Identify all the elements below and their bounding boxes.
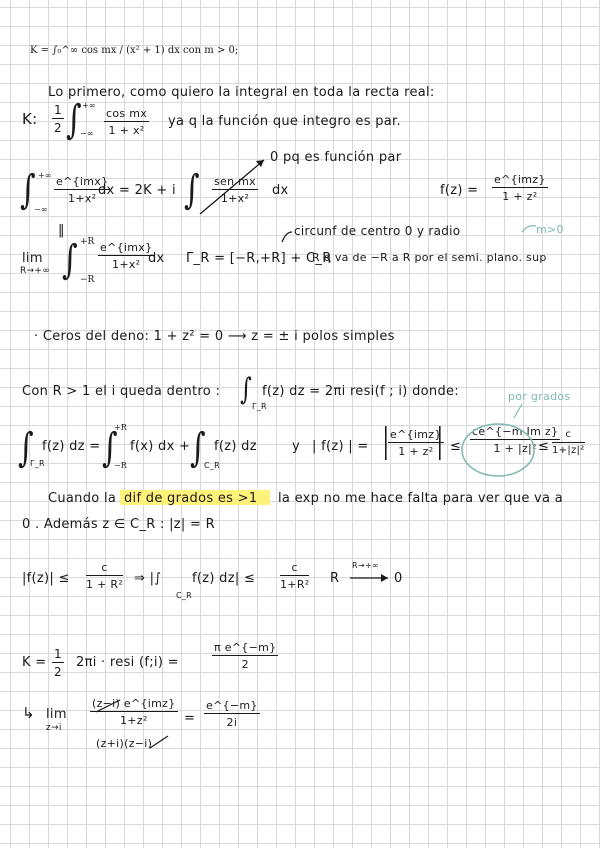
sen-num: sen mx — [214, 175, 256, 188]
bound-zero: 0 — [394, 571, 403, 586]
degree-text-c: 0 . Además z ∈ C_R : |z| = R — [22, 517, 215, 532]
bound-den: 1 + R² — [86, 578, 124, 591]
gamma-sub: Γ_R — [252, 402, 267, 411]
bound-num: c — [86, 562, 123, 576]
c-bound-num: ce^{−m Im z} — [472, 425, 559, 438]
bound-fz: f(z) dz| ≤ — [192, 571, 256, 586]
bound-r: R — [330, 571, 340, 586]
k-half-num: 1 — [54, 647, 62, 661]
circ-note: circunf de centro 0 y radio — [294, 224, 461, 238]
lim2-res-num: e^{−m} — [206, 699, 258, 712]
even-annotation: 0 pq es función par — [270, 150, 402, 165]
int7-lower: −R — [114, 461, 127, 470]
lim-sub: R→+∞ — [20, 266, 51, 276]
limit-arrow-head — [381, 574, 388, 582]
abs-bar-right: | — [434, 421, 446, 461]
implies-int: ⇒ |∫ — [134, 571, 162, 586]
circ-hook — [282, 232, 292, 242]
f-num: e^{imz} — [494, 173, 546, 186]
k-result-mid: 2πi · resi (f;i) = — [76, 655, 179, 670]
int3-lower: −∞ — [34, 205, 48, 214]
header-formula: K = ∫₀^∞ cos mx / (x² + 1) dx con m > 0; — [30, 45, 239, 56]
k-result-label: K = — [22, 655, 47, 670]
hook-arrow: ↳ — [22, 704, 35, 722]
int7-upper: +R — [114, 423, 127, 432]
degree-text-a: Cuando la — [48, 491, 117, 506]
integrand-num: cos mx — [106, 107, 148, 120]
int4-upper: +R — [80, 237, 95, 247]
int3-upper: +∞ — [38, 171, 52, 180]
integral-sign: ∫ — [66, 97, 82, 143]
teal-circle — [462, 424, 534, 476]
leq-2: ≤ — [538, 439, 550, 454]
k-result-den: 2 — [241, 658, 249, 671]
f-label: f(z) = — [440, 183, 479, 198]
lim2-label: lim — [46, 707, 67, 722]
f-den: 1 + z² — [502, 190, 538, 203]
k-label: K: — [22, 110, 38, 128]
int-upper: +∞ — [82, 101, 96, 110]
cr-sub-9: C_R — [176, 591, 193, 600]
abs-num: e^{imz} — [390, 428, 442, 441]
even-note: ya q la función que integro es par. — [168, 114, 401, 129]
decomp-mid2: f(z) dz — [214, 439, 257, 454]
arrow-label: R→+∞ — [352, 561, 379, 570]
degree-text-b: la exp no me hace falta para ver que va a — [278, 491, 564, 506]
degree-highlight: dif de grados es >1 — [124, 491, 258, 506]
c-bound-den: 1 + |z|² — [493, 442, 537, 455]
abs-den: 1 + z² — [398, 445, 434, 458]
integral-sign-6: ∫ — [240, 372, 252, 407]
equals-vertical: ‖ — [58, 223, 65, 238]
residue-intro: Con R > 1 el i queda dentro : — [22, 384, 221, 399]
decomp-mid1: f(x) dx + — [130, 439, 191, 454]
bound2-num: c — [280, 562, 309, 576]
intro-text: Lo primero, como quiero la integral en toda la recta real: — [48, 85, 435, 100]
gamma-sub-7: Γ_R — [30, 459, 45, 468]
integral-sign-3: ∫ — [184, 167, 200, 213]
int4-lower: −R — [80, 275, 95, 285]
lim-label: lim — [22, 251, 43, 266]
strike-arrow-line — [200, 160, 264, 214]
integral-sign-7c: ∫ — [190, 425, 206, 471]
sen-den: 1+x² — [220, 192, 250, 205]
int4-dx: dx — [148, 251, 165, 266]
exp-den: 1+x² — [68, 192, 97, 205]
exp-num: e^{imx} — [56, 175, 109, 188]
teal-pointer — [514, 404, 522, 418]
leq-1: ≤ — [450, 439, 462, 454]
bound-abs: |f(z)| ≤ — [22, 571, 70, 586]
lim2-num: (z−i) e^{imz} — [92, 697, 176, 710]
int4-den: 1+x² — [112, 258, 141, 271]
half-num: 1 — [54, 103, 62, 117]
decomp-lhs: f(z) dz = — [42, 439, 101, 454]
int4-num: e^{imx} — [100, 241, 153, 254]
circ-note-2: R q va de −R a R por el semi. plano. sup — [312, 251, 547, 264]
sen-dx: dx — [272, 183, 289, 198]
lim2-res-den: 2i — [226, 716, 238, 729]
residue-int: f(z) dz = 2πi resi(f ; i) donde: — [262, 384, 459, 399]
half-den: 2 — [54, 121, 62, 135]
integral-sign-4: ∫ — [62, 237, 78, 283]
lim2-den-bot: (z+i)(z−i) — [96, 737, 153, 750]
k-half-den: 2 — [54, 665, 62, 679]
gamma-def: Γ_R = [−R,+R] + C_R — [186, 251, 332, 266]
abs-lhs: | f(z) | = — [312, 439, 369, 454]
y-connector: y — [292, 439, 300, 454]
integral-sign-2: ∫ — [20, 167, 36, 213]
integral-sign-7a: ∫ — [18, 425, 34, 471]
lim2-eq: = — [184, 711, 196, 726]
cancel-stroke-2 — [150, 736, 168, 748]
abs-bar-left: | — [380, 421, 392, 461]
m-positive-note: m>0 — [536, 223, 564, 236]
teal-arc — [522, 226, 536, 232]
int-lower: −∞ — [80, 129, 94, 138]
integral-sign-7b: ∫ — [102, 425, 118, 471]
split-mid: dx = 2K + i — [98, 183, 176, 198]
lim2-den-top: 1+z² — [119, 714, 148, 727]
c2-den: 1+|z|² — [552, 445, 585, 456]
lim2-sub: z→i — [46, 723, 62, 733]
c2-num: c — [552, 430, 585, 443]
bound2-den: 1+R² — [280, 578, 310, 591]
cr-sub: C_R — [204, 461, 221, 470]
cancel-stroke-1 — [96, 700, 120, 712]
zeros-text: · Ceros del deno: 1 + z² = 0 ⟶ z = ± i polos simples — [34, 329, 395, 344]
por-grados-note: por grados — [508, 390, 571, 403]
k-result-num: π e^{−m} — [214, 641, 277, 654]
integrand-den: 1 + x² — [108, 124, 145, 137]
